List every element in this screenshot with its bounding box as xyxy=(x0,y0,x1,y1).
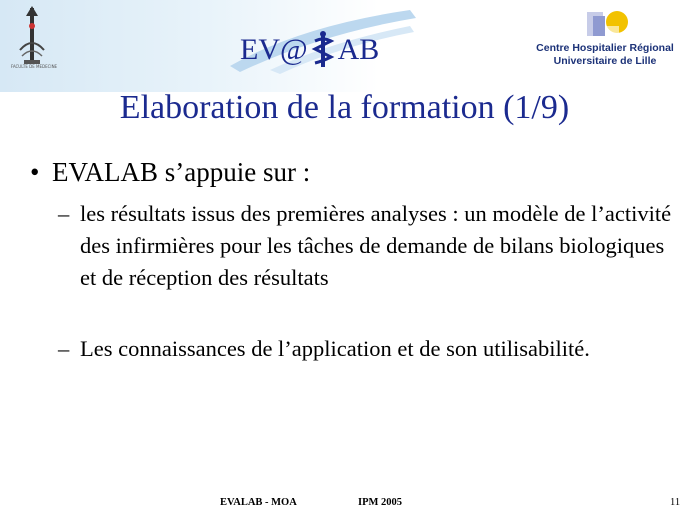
footer-mid: IPM 2005 xyxy=(358,497,403,508)
bullet-main xyxy=(30,155,310,189)
chru-line-2: Universitaire de Lille xyxy=(553,55,657,67)
sub-bullet-2 xyxy=(58,333,678,365)
faculty-logo-text: FACULTE DE MEDECINE xyxy=(10,64,58,69)
evalab-logo-right: AB xyxy=(337,33,380,66)
sub-bullet-dash: – xyxy=(58,201,70,226)
chru-logo-text xyxy=(520,42,689,68)
slide-title: Elaboration de la formation (1/9) xyxy=(119,89,570,126)
evalab-logo-left: EV@ xyxy=(240,33,308,66)
footer-left: EVALAB - MOA xyxy=(220,497,297,508)
caduceus-icon xyxy=(310,31,336,69)
chru-logo-mark xyxy=(587,10,633,42)
sub-bullet-1-text: les résultats issus des premières analyses : un modèle de l’activité des infirmières pour les tâches de demande de bilans biologiques et de réception des résultats xyxy=(80,201,672,290)
sub-bullet-2-text: Les connaissances de l’application et de son utilisabilité. xyxy=(80,336,590,361)
chru-line-1: Centre Hospitalier Régional xyxy=(536,42,674,54)
bullet-main-text: EVALAB s’appuie sur : xyxy=(52,157,311,187)
page-number: 11 xyxy=(670,497,681,508)
sub-bullet-dash: – xyxy=(58,336,70,361)
faculty-logo xyxy=(8,6,58,84)
sub-bullet-1 xyxy=(58,198,678,294)
evalab-logo xyxy=(240,30,379,70)
bullet-dot: • xyxy=(30,157,40,187)
